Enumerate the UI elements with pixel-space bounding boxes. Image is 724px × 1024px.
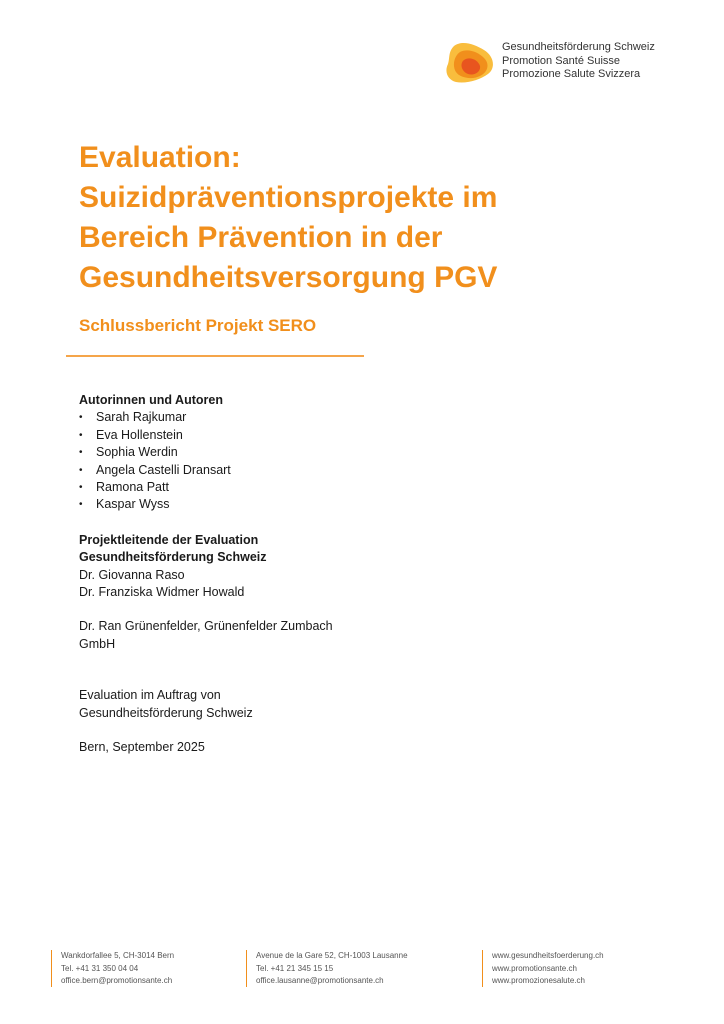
document-body: [79, 392, 479, 757]
logo-flame-icon: [444, 42, 496, 86]
logo-wordmark: [502, 41, 655, 82]
divider: [66, 355, 364, 357]
project-leads-heading: [79, 532, 479, 567]
footer-line: Tel. +41 21 345 15 15: [256, 963, 334, 973]
title-line: Gesundheitsversorgung PGV: [79, 261, 498, 294]
commission-note: [79, 687, 479, 722]
footer-email-link[interactable]: office.lausanne@promotionsante.ch: [256, 976, 384, 985]
footer-line: Tel. +41 31 350 04 04: [61, 963, 139, 973]
footer-address-bern: [51, 950, 174, 987]
document-title: [79, 138, 497, 298]
project-lead-name: Dr. Franziska Widmer Howald: [79, 585, 245, 600]
external-lead-line: Dr. Ran Grünenfelder, Grünenfelder Zumbach: [79, 619, 333, 634]
brand-logo: [444, 40, 684, 88]
footer-line: Wankdorfallee 5, CH-3014 Bern: [61, 951, 175, 960]
footer-line: Avenue de la Gare 52, CH-1003 Lausanne: [256, 951, 408, 960]
author-item: • Sarah Rajkumar: [79, 409, 479, 426]
authors-heading: Autorinnen und Autoren: [79, 393, 223, 407]
footer-address-lausanne: [246, 950, 408, 987]
project-lead-name: Dr. Giovanna Raso: [79, 567, 185, 582]
author-item: • Kaspar Wyss: [79, 496, 479, 513]
author-item: • Ramona Patt: [79, 479, 479, 496]
logo-line: Promozione Salute Svizzera: [502, 68, 641, 80]
author-item: • Eva Hollenstein: [79, 427, 479, 444]
logo-line: Promotion Santé Suisse: [502, 54, 621, 67]
footer-web-link[interactable]: www.gesundheitsfoerderung.ch: [492, 951, 604, 960]
title-line: Suizidpräventionsprojekte im: [79, 181, 498, 214]
external-lead-line: GmbH: [79, 636, 116, 651]
document-subtitle: Schlussbericht Projekt SERO: [79, 316, 317, 335]
author-item: • Sophia Werdin: [79, 444, 479, 461]
footer-web-link[interactable]: www.promotionsante.ch: [492, 963, 577, 973]
commission-line: Evaluation im Auftrag von: [79, 688, 221, 703]
author-item: • Angela Castelli Dransart: [79, 462, 479, 479]
heading-line: Projektleitende der Evaluation: [79, 532, 259, 547]
heading-line: Gesundheitsförderung Schweiz: [79, 550, 267, 565]
authors-list: [79, 409, 479, 513]
place-date: Bern, September 2025: [79, 740, 205, 755]
footer-websites: [482, 950, 604, 987]
footer-email-link[interactable]: office.bern@promotionsante.ch: [61, 976, 173, 985]
commission-line: Gesundheitsförderung Schweiz: [79, 705, 253, 720]
title-line: Evaluation:: [79, 141, 241, 174]
title-line: Bereich Prävention in der: [79, 221, 443, 254]
logo-line: Gesundheitsförderung Schweiz: [502, 41, 655, 53]
footer-web-link[interactable]: www.promozionesalute.ch: [492, 976, 585, 985]
external-lead: [79, 618, 479, 653]
